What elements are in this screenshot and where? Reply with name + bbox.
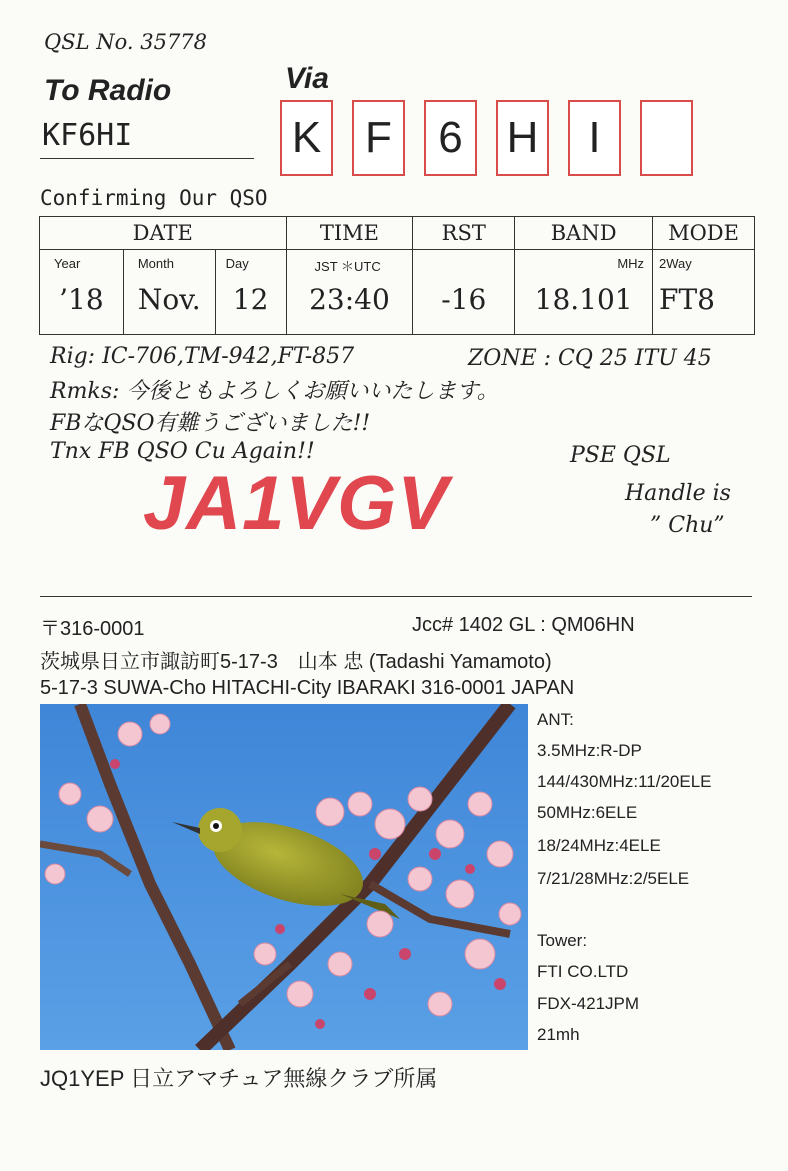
thanks-line: Tnx FB QSO Cu Again!! bbox=[50, 439, 315, 464]
rig-line: Rig: IC-706,TM-942,FT-857 bbox=[50, 344, 355, 369]
tower-item: FDX-421JPM bbox=[537, 994, 640, 1013]
postal-code: 〒316-0001 bbox=[40, 618, 145, 640]
tower-title: Tower: bbox=[537, 931, 588, 950]
band-value: 18.101 bbox=[534, 283, 633, 316]
cell-rst bbox=[413, 250, 515, 335]
handle-line-1: Handle is bbox=[625, 481, 731, 506]
ant-item: 50MHz:6ELE bbox=[537, 803, 638, 822]
via-box-5: I bbox=[568, 100, 621, 176]
rst-value: -16 bbox=[441, 283, 487, 316]
header-time: TIME bbox=[286, 217, 413, 250]
station-callsign: JA1VGV bbox=[143, 461, 449, 546]
ant-item: 144/430MHz:11/20ELE bbox=[537, 772, 712, 791]
handle-line-2: ” Chu” bbox=[650, 513, 725, 538]
year-value: ’18 bbox=[59, 283, 104, 316]
to-callsign: KF6HI bbox=[42, 118, 133, 153]
time-value: 23:40 bbox=[309, 283, 390, 316]
ant-item: 7/21/28MHz:2/5ELE bbox=[537, 869, 690, 888]
section-divider bbox=[40, 596, 752, 597]
remarks-line-1: Rmks: 今後ともよろしくお願いいたします。 bbox=[50, 379, 499, 404]
band-unit-label: MHz bbox=[617, 256, 645, 271]
bird-photo-image bbox=[40, 704, 528, 1050]
header-mode: MODE bbox=[653, 217, 755, 250]
month-label: Month bbox=[137, 256, 174, 271]
time-label: JST ＊UTC bbox=[314, 259, 381, 274]
qsl-number: QSL No. 35778 bbox=[44, 30, 208, 54]
header-band: BAND bbox=[515, 217, 653, 250]
mode-value: FT8 bbox=[659, 283, 715, 316]
ant-item: 3.5MHz:R-DP bbox=[537, 741, 642, 760]
cell-time bbox=[286, 250, 413, 335]
club-affiliation: JQ1YEP 日立アマチュア無線クラブ所属 bbox=[40, 1066, 438, 1091]
pse-qsl: PSE QSL bbox=[570, 443, 671, 468]
address-english: 5-17-3 SUWA-Cho HITACHI-City IBARAKI 316-0001 JAPAN bbox=[40, 677, 575, 699]
remarks-line-2: FBなQSO有難うございました!! bbox=[50, 411, 371, 436]
ant-title: ANT: bbox=[537, 710, 574, 729]
zone-line: ZONE : CQ 25 ITU 45 bbox=[468, 346, 712, 371]
cell-month bbox=[123, 250, 215, 335]
tower-item: 21mh bbox=[537, 1025, 580, 1044]
day-label: Day bbox=[225, 256, 249, 271]
day-value: 12 bbox=[232, 283, 269, 316]
address-japanese: 茨城県日立市諏訪町5-17-3 山本 忠 (Tadashi Yamamoto) bbox=[40, 651, 552, 673]
via-box-4: H bbox=[496, 100, 549, 176]
to-callsign-underline bbox=[40, 158, 254, 159]
header-rst: RST bbox=[413, 217, 515, 250]
qso-table bbox=[39, 216, 755, 335]
jcc-grid: Jcc# 1402 GL : QM06HN bbox=[412, 614, 635, 636]
cell-mode bbox=[653, 250, 755, 335]
via-label: Via bbox=[285, 62, 329, 95]
via-box-3: 6 bbox=[424, 100, 477, 176]
via-box-1: K bbox=[280, 100, 333, 176]
tower-item: FTI CO.LTD bbox=[537, 962, 629, 981]
month-value: Nov. bbox=[137, 283, 201, 316]
ant-item: 18/24MHz:4ELE bbox=[537, 836, 661, 855]
cell-year bbox=[40, 250, 124, 335]
bird-photo bbox=[40, 704, 528, 1050]
to-radio-label: To Radio bbox=[44, 74, 172, 107]
mode-label: 2Way bbox=[659, 256, 692, 271]
cell-band bbox=[515, 250, 653, 335]
year-label: Year bbox=[54, 256, 81, 271]
cell-day bbox=[215, 250, 286, 335]
via-box-6 bbox=[640, 100, 693, 176]
confirming-label: Confirming Our QSO bbox=[40, 186, 268, 210]
via-box-2: F bbox=[352, 100, 405, 176]
header-date: DATE bbox=[40, 217, 287, 250]
